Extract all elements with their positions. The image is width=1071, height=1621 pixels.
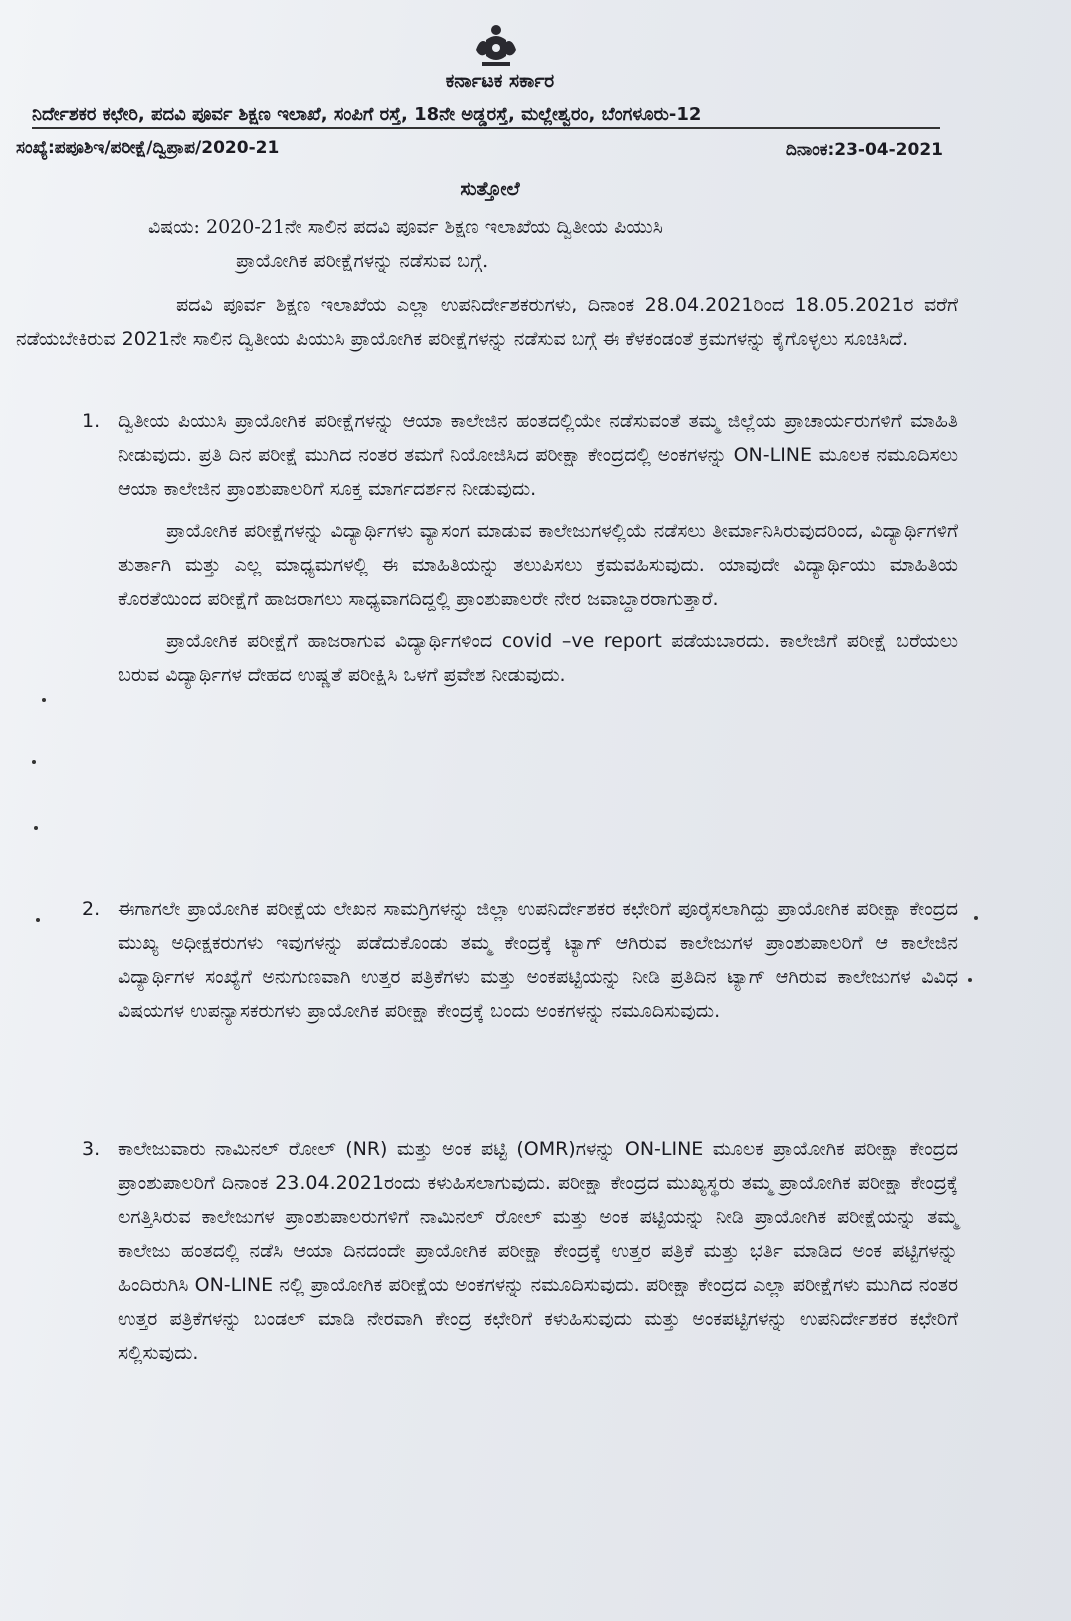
item-paragraph: ಪ್ರಾಯೋಗಿಕ ಪರೀಕ್ಷೆಗೆ ಹಾಜರಾಗುವ ವಿದ್ಯಾರ್ಥಿಗಳಿಂದ covid –ve report ಪಡೆಯಬಾರದು. ಕಾಲೇಜಿಗೆ ಪರೀಕ್ಷೆ ಬರೆಯಲು ಬರುವ ವಿದ್ಯಾರ್ಥಿಗಳ ದೇಹದ ಉಷ್ಣತೆ ಪರೀಕ್ಷಿಸಿ ಒಳಗೆ ಪ್ರವೇಶ ನೀಡುವುದು.: [118, 630, 958, 686]
reference-number: ಸಂಖ್ಯೆ:ಪಪೂಶಿಇ/ಪರೀಕ್ಷೆ/ದ್ವಿಪ್ರಾಪ/2020-21: [16, 138, 280, 158]
scan-speck: [42, 698, 46, 702]
list-item: [80, 1132, 958, 1370]
circular-heading: ಸುತ್ತೋಲೆ: [460, 178, 520, 200]
intro-paragraph: ಪದವಿ ಪೂರ್ವ ಶಿಕ್ಷಣ ಇಲಾಖೆಯ ಎಲ್ಲಾ ಉಪನಿರ್ದೇಶಕರುಗಳು, ದಿನಾಂಕ 28.04.2021ರಿಂದ 18.05.2021ರ ವರೆಗೆ ನಡೆಯಬೇಕಿರುವ 2021ನೇ ಸಾಲಿನ ದ್ವಿತೀಯ ಪಿಯುಸಿ ಪ್ರಾಯೋಗಿಕ ಪರೀಕ್ಷೆಗಳನ್ನು ನಡೆಸುವ ಬಗ್ಗೆ ಈ ಕೆಳಕಂಡಂತೆ ಕ್ರಮಗಳನ್ನು ಕೈಗೊಳ್ಳಲು ಸೂಚಿಸಿದೆ.: [16, 294, 958, 350]
scan-speck: [34, 826, 38, 830]
scan-speck: [974, 916, 978, 920]
item-number: 1.: [82, 410, 101, 432]
subject-label: ವಿಷಯ:: [148, 216, 200, 238]
list-item: [80, 892, 958, 1028]
scan-speck: [968, 978, 972, 982]
document-date: ದಿನಾಂಕ:23-04-2021: [785, 140, 943, 160]
list-item: [80, 404, 958, 692]
government-title: ಕರ್ನಾಟಕ ಸರ್ಕಾರ: [445, 70, 555, 92]
karnataka-emblem-icon: [472, 20, 520, 70]
item-text: ದ್ವಿತೀಯ ಪಿಯುಸಿ ಪ್ರಾಯೋಗಿಕ ಪರೀಕ್ಷೆಗಳನ್ನು ಆಯಾ ಕಾಲೇಜಿನ ಹಂತದಲ್ಲಿಯೇ ನಡೆಸುವಂತೆ ತಮ್ಮ ಜಿಲ್ಲೆಯ ಪ್ರಾಚಾರ್ಯರುಗಳಿಗೆ ಮಾಹಿತಿ ನೀಡುವುದು. ಪ್ರತಿ ದಿನ ಪರೀಕ್ಷೆ ಮುಗಿದ ನಂತರ ತಮಗೆ ನಿಯೋಜಿಸಿದ ಪರೀಕ್ಷಾ ಕೇಂದ್ರದಲ್ಲಿ ಅಂಕಗಳನ್ನು ON-LINE ಮೂಲಕ ನಮೂದಿಸಲು ಆಯಾ ಕಾಲೇಜಿನ ಪ್ರಾಂಶುಪಾಲರಿಗೆ ಸೂಕ್ತ ಮಾರ್ಗದರ್ಶನ ನೀಡುವುದು.: [118, 410, 958, 500]
subject-block: [148, 210, 918, 278]
subject-line-1: 2020-21ನೇ ಸಾಲಿನ ಪದವಿ ಪೂರ್ವ ಶಿಕ್ಷಣ ಇಲಾಖೆಯ ದ್ವಿತೀಯ ಪಿಯುಸಿ: [205, 216, 663, 238]
item-text: ಕಾಲೇಜುವಾರು ನಾಮಿನಲ್ ರೋಲ್ (NR) ಮತ್ತು ಅಂಕ ಪಟ್ಟಿ (OMR)ಗಳನ್ನು ON-LINE ಮೂಲಕ ಪ್ರಾಯೋಗಿಕ ಪರೀಕ್ಷಾ ಕೇಂದ್ರದ ಪ್ರಾಂಶುಪಾಲರಿಗೆ ದಿನಾಂಕ 23.04.2021ರಂದು ಕಳುಹಿಸಲಾಗುವುದು. ಪರೀಕ್ಷಾ ಕೇಂದ್ರದ ಮುಖ್ಯಸ್ಥರು ತಮ್ಮ ಪ್ರಾಯೋಗಿಕ ಪರೀಕ್ಷಾ ಕೇಂದ್ರಕ್ಕೆ ಲಗತ್ತಿಸಿರುವ ಕಾಲೇಜುಗಳ ಪ್ರಾಂಶುಪಾಲರುಗಳಿಗೆ ನಾಮಿನಲ್ ರೋಲ್ ಮತ್ತು ಅಂಕ ಪಟ್ಟಿಯನ್ನು ನೀಡಿ ಪ್ರಾಯೋಗಿಕ ಪರೀಕ್ಷೆಯನ್ನು ತಮ್ಮ ಕಾಲೇಜು ಹಂತದಲ್ಲಿ ನಡೆಸಿ ಆಯಾ ದಿನದಂದೇ ಪ್ರಾಯೋಗಿಕ ಪರೀಕ್ಷಾ ಕೇಂದ್ರಕ್ಕೆ ಉತ್ತರ ಪತ್ರಿಕೆ ಮತ್ತು ಭರ್ತಿ ಮಾಡಿದ ಅಂಕ ಪಟ್ಟಿಗಳನ್ನು ಹಿಂದಿರುಗಿಸಿ ON-LINE ನಲ್ಲಿ ಪ್ರಾಯೋಗಿಕ ಪರೀಕ್ಷೆಯ ಅಂಕಗಳನ್ನು ನಮೂದಿಸುವುದು. ಪರೀಕ್ಷಾ ಕೇಂದ್ರದ ಎಲ್ಲಾ ಪರೀಕ್ಷೆಗಳು ಮುಗಿದ ನಂತರ ಉತ್ತರ ಪತ್ರಿಕೆಗಳನ್ನು ಬಂಡಲ್ ಮಾಡಿ ನೇರವಾಗಿ ಕೇಂದ್ರ ಕಛೇರಿಗೆ ಕಳುಹಿಸುವುದು ಮತ್ತು ಅಂಕಪಟ್ಟಿಗಳನ್ನು ಉಪನಿರ್ದೇಶಕರ ಕಛೇರಿಗೆ ಸಲ್ಲಿಸುವುದು.: [118, 1138, 958, 1364]
item-number: 3.: [82, 1138, 101, 1160]
item-paragraph: ಪ್ರಾಯೋಗಿಕ ಪರೀಕ್ಷೆಗಳನ್ನು ವಿದ್ಯಾರ್ಥಿಗಳು ವ್ಯಾಸಂಗ ಮಾಡುವ ಕಾಲೇಜುಗಳಲ್ಲಿಯೆ ನಡೆಸಲು ತೀರ್ಮಾನಿಸಿರುವುದರಿಂದ, ವಿದ್ಯಾರ್ಥಿಗಳಿಗೆ ತುರ್ತಾಗಿ ಮತ್ತು ಎಲ್ಲ ಮಾಧ್ಯಮಗಳಲ್ಲಿ ಈ ಮಾಹಿತಿಯನ್ನು ತಲುಪಿಸಲು ಕ್ರಮವಹಿಸುವುದು. ಯಾವುದೇ ವಿದ್ಯಾರ್ಥಿಯು ಮಾಹಿತಿಯ ಕೊರತೆಯಿಂದ ಪರೀಕ್ಷೆಗೆ ಹಾಜರಾಗಲು ಸಾಧ್ಯವಾಗದಿದ್ದಲ್ಲಿ ಪ್ರಾಂಶುಪಾಲರೇ ನೇರ ಜವಾಬ್ದಾರರಾಗುತ್ತಾರೆ.: [118, 520, 958, 610]
office-address: ನಿರ್ದೇಶಕರ ಕಛೇರಿ, ಪದವಿ ಪೂರ್ವ ಶಿಕ್ಷಣ ಇಲಾಖೆ, ಸಂಪಿಗೆ ರಸ್ತೆ, 18ನೇ ಅಡ್ಡರಸ್ತೆ, ಮಲ್ಲೇಶ್ವರಂ, ಬೆಂಗಳೂರು-12: [32, 104, 940, 129]
subject-line-2: ಪ್ರಾಯೋಗಿಕ ಪರೀಕ್ಷೆಗಳನ್ನು ನಡೆಸುವ ಬಗ್ಗೆ.: [236, 250, 489, 272]
item-text: ಈಗಾಗಲೇ ಪ್ರಾಯೋಗಿಕ ಪರೀಕ್ಷೆಯ ಲೇಖನ ಸಾಮಗ್ರಿಗಳನ್ನು ಜಿಲ್ಲಾ ಉಪನಿರ್ದೇಶಕರ ಕಛೇರಿಗೆ ಪೂರೈಸಲಾಗಿದ್ದು ಪ್ರಾಯೋಗಿಕ ಪರೀಕ್ಷಾ ಕೇಂದ್ರದ ಮುಖ್ಯ ಅಧೀಕ್ಷಕರುಗಳು ಇವುಗಳನ್ನು ಪಡೆದುಕೊಂಡು ತಮ್ಮ ಕೇಂದ್ರಕ್ಕೆ ಟ್ಯಾಗ್ ಆಗಿರುವ ಕಾಲೇಜುಗಳ ಪ್ರಾಂಶುಪಾಲರಿಗೆ ಆ ಕಾಲೇಜಿನ ವಿದ್ಯಾರ್ಥಿಗಳ ಸಂಖ್ಯೆಗೆ ಅನುಗುಣವಾಗಿ ಉತ್ತರ ಪತ್ರಿಕೆಗಳು ಮತ್ತು ಅಂಕಪಟ್ಟಿಯನ್ನು ನೀಡಿ ಪ್ರತಿದಿನ ಟ್ಯಾಗ್ ಆಗಿರುವ ಕಾಲೇಜುಗಳ ವಿವಿಧ ವಿಷಯಗಳ ಉಪನ್ಯಾಸಕರುಗಳು ಪ್ರಾಯೋಗಿಕ ಪರೀಕ್ಷಾ ಕೇಂದ್ರಕ್ಕೆ ಬಂದು ಅಂಕಗಳನ್ನು ನಮೂದಿಸುವುದು.: [118, 898, 958, 1022]
scan-speck: [36, 918, 40, 922]
scan-speck: [32, 760, 36, 764]
item-number: 2.: [82, 898, 101, 920]
